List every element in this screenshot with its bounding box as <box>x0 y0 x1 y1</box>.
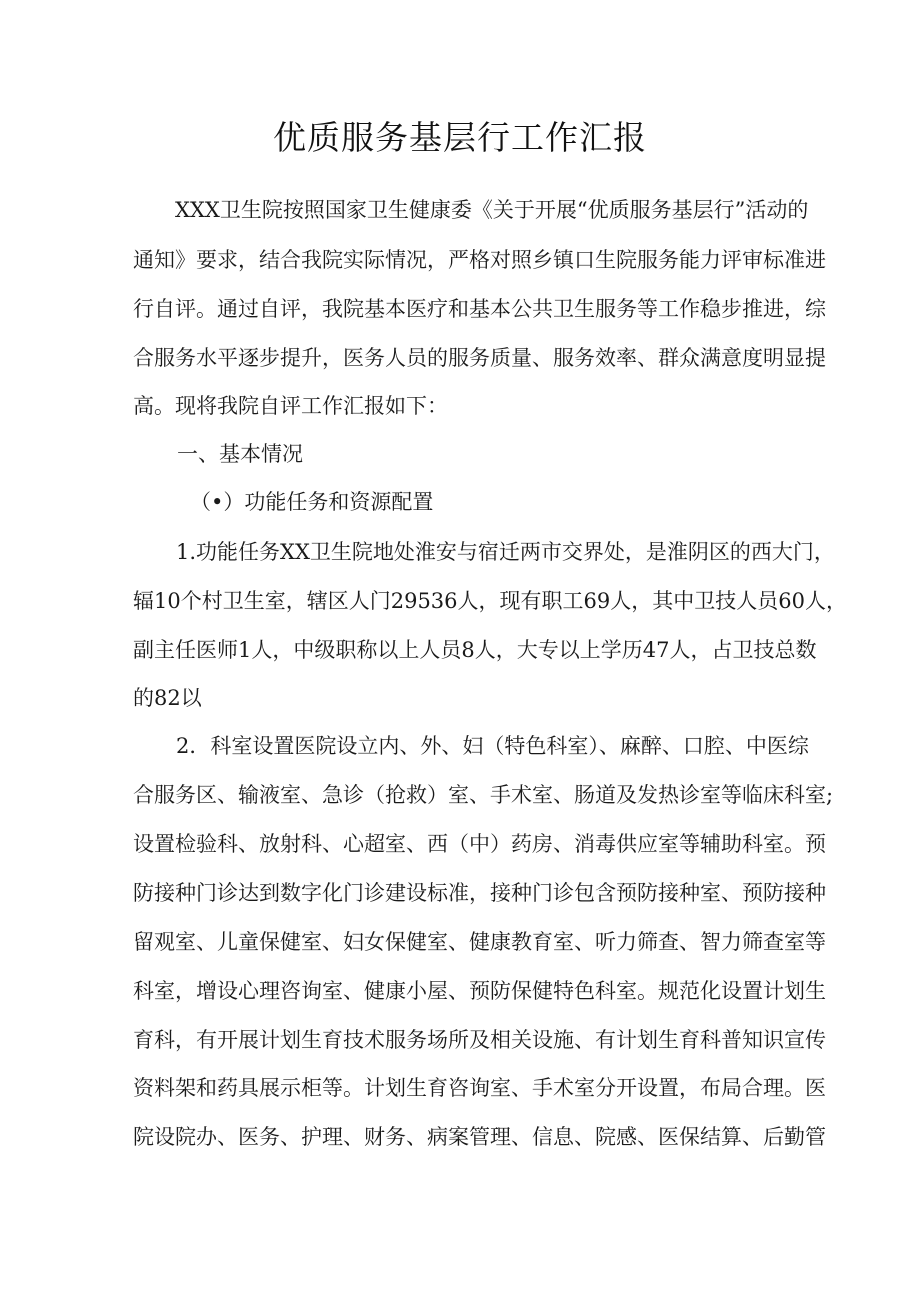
paragraph-line: 资料架和药具展示柜等。计划生育咨询室、手术室分开设置，布局合理。医 <box>133 1076 826 1100</box>
document-title: 优质服务基层行工作汇报 <box>273 118 647 157</box>
paragraph-line: 1.功能任务XX卫生院地处淮安与宿迁两市交界处，是淮阴区的西大门， <box>176 540 835 564</box>
paragraph-line: 的82以 <box>133 686 202 710</box>
paragraph-line: 通知》要求，结合我院实际情况，严格对照乡镇口生院服务能力评审标准进 <box>133 248 826 272</box>
paragraph-line: 防接种门诊达到数字化门诊建设标准，接种门诊包含预防接种室、预防接种 <box>133 881 826 905</box>
paragraph-line: 辐10个村卫生室，辖区人门29536人，现有职工69人，其中卫技人员60人， <box>133 589 847 613</box>
paragraph-line: 2．科室设置医院设立内、外、妇（特色科室）、麻醉、口腔、中医综 <box>176 734 809 758</box>
paragraph-line: 科室，增设心理咨询室、健康小屋、预防保健特色科室。规范化设置计划生 <box>133 979 826 1003</box>
paragraph-line: 设置检验科、放射科、心超室、西（中）药房、消毒供应室等辅助科室。预 <box>133 832 826 856</box>
paragraph-line: XXX卫生院按照国家卫生健康委《关于开展“优质服务基层行”活动的 <box>175 198 809 222</box>
subsection-heading: （•）功能任务和资源配置 <box>190 490 434 514</box>
paragraph-line: 育科，有开展计划生育技术服务场所及相关设施、有计划生育科普知识宣传 <box>133 1028 826 1052</box>
paragraph-line: 院设院办、医务、护理、财务、病案管理、信息、院感、医保结算、后勤管 <box>133 1125 826 1149</box>
paragraph-line: 行自评。通过自评，我院基本医疗和基本公共卫生服务等工作稳步推进，综 <box>133 297 826 321</box>
paragraph-line: 留观室、儿童保健室、妇女保健室、健康教育室、听力筛查、智力筛查室等 <box>133 930 826 954</box>
paragraph-line: 高。现将我院自评工作汇报如下： <box>133 394 448 418</box>
paragraph-line: 合服务区、输液室、急诊（抢救）室、手术室、肠道及发热诊室等临床科室; <box>133 783 834 807</box>
paragraph-line: 合服务水平逐步提升，医务人员的服务质量、服务效率、群众满意度明显提 <box>133 346 826 370</box>
section-heading: 一、基本情况 <box>177 442 303 466</box>
paragraph-line: 副主任医师1人，中级职称以上人员8人，大专以上学历47人，占卫技总数 <box>133 638 817 662</box>
